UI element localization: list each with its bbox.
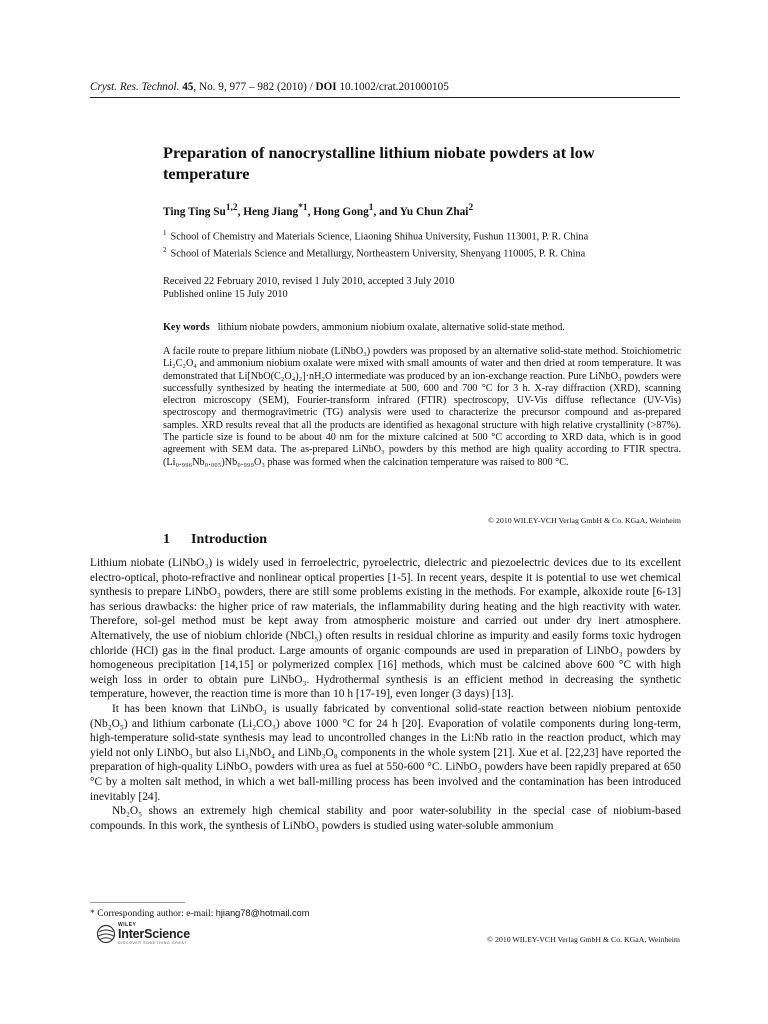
paper-title: Preparation of nanocrystalline lithium niobate powders at low temperature (163, 143, 595, 183)
logo-wiley-text: WILEY (118, 922, 137, 928)
author-affil-mark: 1,2 (225, 203, 238, 213)
journal-volume: 45 (182, 81, 194, 93)
footnote (90, 908, 309, 919)
author-affil-mark: 1 (368, 203, 374, 213)
author-name: Ting Ting Su (163, 205, 226, 218)
author-separator: , and (373, 205, 400, 218)
journal-issue-pages: , No. 9, 977 – 982 (2010) / (193, 81, 316, 93)
logo-tagline: DISCOVER SOMETHING GREAT (118, 941, 188, 945)
affiliation-number: 1 (163, 229, 167, 237)
abstract: A facile route to prepare lithium niobate (LiNbO₃) powders was proposed by an alternative solid-state method. Stoichiometric Li₂C₂O₄ and ammonium niobium oxalate were mixed with small amounts of water and then dried at room temperature. It was demonstrated that Li[NbO(C₂O₄)₂]·nH₂O intermediate was produced by an ion-exchange reaction. Pure LiNbO₃ powders were successfully synthesized by heating the intermediate at 500, 600 and 700 °C for 3 h. X-ray diffraction (XRD), scanning electron microscopy (SEM), Fourier-transform infrared (FTIR) spectroscopy, UV-Vis diffuse reflectance (UV-Vis) spectroscopy and thermogravimetric (TG) analysis were used to characterize the precursor compound and as-prepared samples. XRD results reveal that all the products are identified as hexagonal structure with high relative crystallinity (>87%). The particle size is found to be about 40 nm for the mixture calcined at 500 °C according to XRD data, which is in good agreement with SEM data. The as-prepared LiNbO₃ powders by this method are high quality according to FTIR spectra. (Li₀.₉₉₆Nb₀.₀₀₅)Nb₀.₉₉₉O₃ phase was formed when the calcination temperature was raised to 800 °C. (163, 346, 681, 468)
author-affil-mark: *1 (298, 203, 308, 213)
author-separator: , (237, 205, 244, 218)
affiliations (163, 227, 683, 261)
affiliation-text: School of Chemistry and Materials Science, Liaoning Shihua University, Fushun 113001, P. R. China (170, 231, 589, 243)
publication-dates (163, 275, 683, 301)
keywords (163, 322, 683, 333)
received-date: Received 22 February 2010, revised 1 July 2010, accepted 3 July 2010 (163, 276, 455, 287)
keywords-text: lithium niobate powders, ammonium niobium oxalate, alternative solid-state method. (217, 322, 565, 333)
affiliation-text: School of Materials Science and Metallurgy, Northeastern University, Shenyang 110005, P. R. China (170, 248, 586, 260)
author-list (163, 203, 683, 218)
affiliation-number: 2 (163, 245, 167, 254)
logo-name-text: InterScience (118, 927, 190, 941)
page-copyright: © 2010 WILEY-VCH Verlag GmbH & Co. KGaA, Weinheim (487, 935, 680, 944)
section-title: Introduction (191, 532, 267, 547)
affiliation (163, 227, 683, 244)
keywords-label: Key words (163, 322, 210, 333)
body-paragraph: Lithium niobate (LiNbO₃) is widely used in ferroelectric, pyroelectric, dielectric and piezoelectric devices due to its excellent electro-optical, photo-refractive and nonlinear optical properties [1-5]. In recent years, despite it is potential to use wet chemical synthesis to prepare LiNbO₃ powders, there are still some problems existing in the methods. For example, alkoxide route [6-13] has serious drawbacks: the higher price of raw materials, the inflammability during heating and the high reactivity with water. Therefore, sol-gel method must be kept away from atmospheric moisture and carried out under dry inert atmosphere. Alternatively, the use of niobium chloride (NbCl₅) often results in residual chlorine as impurity and easily forms toxic hydrogen chloride (HCl) gas in the final product. Large amounts of organic compounds are used in preparation of LiNbO₃ powders by homogeneous precipitation [14,15] or polymerized complex [16] methods, which must be calcined above 600 °C with high weigh loss in order to obtain pure LiNbO₃. Hydrothermal synthesis is an efficient method in decreasing the synthetic temperature, however, the reaction time is more than 10 h [17-19], even longer (3 days) [13]. (90, 557, 681, 701)
header-rule (90, 97, 680, 98)
published-date: Published online 15 July 2010 (163, 289, 288, 300)
footnote-label: * Corresponding author: e-mail: (90, 908, 216, 919)
abstract-copyright: © 2010 WILEY-VCH Verlag GmbH & Co. KGaA, Weinheim (488, 516, 681, 525)
corresponding-email: hjiang78@hotmail.com (215, 908, 310, 918)
footnote-rule (90, 902, 185, 903)
body-paragraph: It has been known that LiNbO₃ is usually fabricated by conventional solid-state reaction between niobium pentoxide (Nb₂O₅) and lithium carbonate (Li₂CO₃) above 1000 °C for 24 h [20]. Evaporation of volatile components during long-term, high-temperature solid-state synthesis may lead to uncontrolled changes in the Li:Nb ratio in the reaction product, which may yield not only LiNbO₃ but also Li₃NbO₄ and LiNb₃O₈ components in the whole system [21]. Xue et al. [22,23] have reported the preparation of high-quality LiNbO₃ powders with urea as fuel at 550-600 °C. LiNbO₃ powders have been rapidly prepared at 650 °C by a molten salt method, in which a wet ball-milling process has been involved and the contamination has been introduced inevitably [24]. (90, 702, 681, 803)
doi-value: 10.1002/crat.201000105 (336, 81, 449, 93)
journal-header (90, 80, 680, 94)
author-name: Hong Gong (313, 205, 369, 218)
author-name: Heng Jiang (243, 205, 299, 218)
interscience-globe-icon (96, 924, 116, 944)
author-affil-mark: 2 (468, 203, 474, 213)
body-paragraph: Nb₂O₅ shows an extremely high chemical stability and poor water-solubility in the special case of niobium-based compounds. In this work, the synthesis of LiNbO₃ powders is studied using water-soluble ammonium (90, 805, 681, 832)
section-number: 1 (163, 532, 170, 547)
doi-label: DOI (315, 81, 337, 93)
journal-name: Cryst. Res. Technol. (90, 81, 180, 93)
section-heading (163, 532, 267, 548)
body-text (90, 556, 681, 833)
author-name: Yu Chun Zhai (399, 205, 469, 218)
affiliation (163, 244, 683, 261)
interscience-logo (96, 922, 206, 948)
author-separator: , (307, 205, 314, 218)
